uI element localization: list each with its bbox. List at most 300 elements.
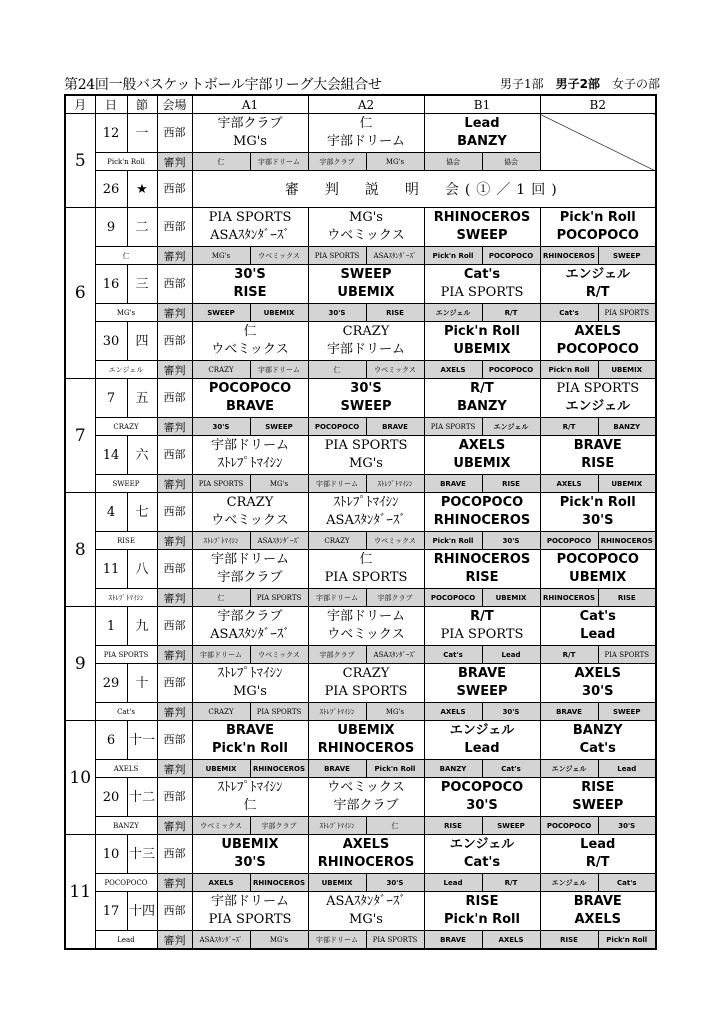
division-women: 女子の部 <box>611 77 660 91</box>
day-cell: 9 <box>95 208 127 247</box>
team-name: MG's <box>349 456 383 471</box>
month-cell: 6 <box>65 208 95 379</box>
match-cell <box>424 892 540 931</box>
match-cell <box>192 493 308 532</box>
month-cell: 9 <box>65 607 95 721</box>
team-name: Pick'n Roll <box>559 495 636 510</box>
team-name: エンジェル <box>565 267 630 282</box>
match-cell <box>424 265 540 304</box>
referee-team-cell: RISE <box>598 589 656 607</box>
referee-team-cell: ｽﾄﾚﾌﾟﾄﾏｲｼﾝ <box>308 817 366 835</box>
match-cell <box>192 436 308 475</box>
team-name: MG's <box>233 134 267 149</box>
game-row <box>65 379 656 418</box>
header-setsu: 節 <box>127 95 157 114</box>
referee-team-cell: CRAZY <box>192 361 250 379</box>
match-cell <box>308 322 424 361</box>
referee-team-cell: 宇部クラブ <box>366 589 424 607</box>
team-name: AXELS <box>342 837 390 852</box>
team-name: MG's <box>349 912 383 927</box>
referee-team-cell: Pick'n Roll <box>366 760 424 778</box>
match-cell <box>424 607 540 646</box>
team-name: SWEEP <box>456 684 508 699</box>
referee-row <box>65 874 656 892</box>
referee-team-cell: ASAｽﾀﾝﾀﾞｰｽﾞ <box>250 532 308 550</box>
team-name: BRAVE <box>573 438 622 453</box>
team-name: エンジェル <box>449 837 515 852</box>
team-name: 仁 <box>243 798 257 813</box>
team-name: UBEMIX <box>453 456 511 471</box>
referee-team-cell: Lead <box>424 874 482 892</box>
team-name: 宇部ドリーム <box>210 438 289 453</box>
page-title: 第24回一般バスケットボール宇部リーグ大会組合せ <box>64 77 382 93</box>
referee-team-cell: PIA SPORTS <box>250 589 308 607</box>
team-name: BRAVE <box>225 723 275 738</box>
referee-row <box>65 247 656 265</box>
game-row <box>65 892 656 931</box>
referee-team-cell: AXELS <box>540 475 598 493</box>
team-name: UBEMIX <box>569 570 627 585</box>
team-name: 宇部ドリーム <box>210 894 289 909</box>
match-cell <box>308 265 424 304</box>
match-cell <box>308 550 424 589</box>
setsu-cell: 二 <box>127 208 157 247</box>
venue-cell: 西部 <box>157 379 192 418</box>
header-court-a2: A2 <box>308 95 424 114</box>
referee-team-cell: 仁 <box>308 361 366 379</box>
referee-row <box>65 532 656 550</box>
referee-label: 審判 <box>157 931 192 950</box>
team-name: エンジェル <box>565 399 630 414</box>
referee-row <box>65 475 656 493</box>
match-cell <box>192 550 308 589</box>
division-men2: 男子2部 <box>555 77 600 91</box>
team-name: Cat's <box>579 741 616 756</box>
match-cell <box>192 835 308 874</box>
match-cell <box>308 493 424 532</box>
team-name: BRAVE <box>573 894 622 909</box>
referee-briefing-notice: 審 判 説 明 会(①／1回) <box>192 171 656 208</box>
referee-row <box>65 418 656 436</box>
team-name: RISE <box>233 285 267 300</box>
referee-team-cell: 30'S <box>366 874 424 892</box>
referee-team-cell: エンジェル <box>540 760 598 778</box>
day-cell: 26 <box>95 171 127 208</box>
header-court-b1: B1 <box>424 95 540 114</box>
referee-team-cell: ウベミックス <box>366 361 424 379</box>
team-name: POCOPOCO <box>440 495 524 510</box>
team-name: 30'S <box>234 855 266 870</box>
game-row <box>65 550 656 589</box>
team-name: ASAｽﾀﾝﾀﾞｰｽﾞ <box>210 228 290 243</box>
month-cell: 7 <box>65 379 95 493</box>
match-cell <box>424 493 540 532</box>
duty-team-cell: Pick'n Roll <box>95 153 157 171</box>
day-cell: 16 <box>95 265 127 304</box>
duty-team-cell: AXELS <box>95 760 157 778</box>
referee-team-cell: ｽﾄﾚﾌﾟﾄﾏｲｼﾝ <box>192 532 250 550</box>
schedule-table <box>64 94 657 950</box>
setsu-cell: 十二 <box>127 778 157 817</box>
referee-team-cell: SWEEP <box>598 247 656 265</box>
referee-team-cell: BRAVE <box>424 931 482 950</box>
day-cell: 12 <box>95 114 127 153</box>
team-name: 宇部クラブ <box>333 798 399 813</box>
team-name: BANZY <box>457 134 507 149</box>
referee-team-cell: 宇部ドリーム <box>250 153 308 171</box>
referee-team-cell: RISE <box>424 817 482 835</box>
referee-team-cell: R/T <box>540 418 598 436</box>
header-day: 日 <box>95 95 127 114</box>
team-name: PIA SPORTS <box>208 912 292 927</box>
match-cell <box>540 550 656 589</box>
month-cell: 8 <box>65 493 95 607</box>
match-cell <box>540 265 656 304</box>
referee-team-cell: エンジェル <box>482 418 540 436</box>
venue-cell: 西部 <box>157 265 192 304</box>
match-cell <box>424 835 540 874</box>
game-row <box>65 436 656 475</box>
team-name: RHINOCEROS <box>317 741 415 756</box>
match-cell <box>424 778 540 817</box>
match-cell <box>192 892 308 931</box>
referee-label: 審判 <box>157 874 192 892</box>
venue-cell: 西部 <box>157 550 192 589</box>
referee-row <box>65 361 656 379</box>
game-row <box>65 171 656 208</box>
setsu-cell: 十四 <box>127 892 157 931</box>
referee-team-cell: R/T <box>482 304 540 322</box>
referee-team-cell: Lead <box>598 760 656 778</box>
referee-team-cell: BANZY <box>598 418 656 436</box>
referee-team-cell: 30'S <box>482 703 540 721</box>
duty-team-cell: 仁 <box>95 247 157 265</box>
team-name: 30'S <box>582 684 614 699</box>
match-cell <box>424 436 540 475</box>
team-name: Cat's <box>463 855 501 870</box>
match-cell <box>308 664 424 703</box>
team-name: CRAZY <box>226 495 274 510</box>
match-cell <box>540 664 656 703</box>
referee-team-cell: PIA SPORTS <box>424 418 482 436</box>
day-cell: 17 <box>95 892 127 931</box>
referee-team-cell: Cat's <box>598 874 656 892</box>
day-cell: 30 <box>95 322 127 361</box>
team-name: Pick'n Roll <box>212 741 288 756</box>
match-cell <box>540 721 656 760</box>
setsu-cell: 六 <box>127 436 157 475</box>
referee-team-cell: 仁 <box>192 153 250 171</box>
referee-team-cell: SWEEP <box>598 703 656 721</box>
match-cell <box>192 208 308 247</box>
referee-team-cell: RISE <box>366 304 424 322</box>
referee-team-cell: CRAZY <box>308 532 366 550</box>
referee-team-cell: 協会 <box>424 153 482 171</box>
referee-team-cell: Lead <box>482 646 540 664</box>
referee-label: 審判 <box>157 361 192 379</box>
team-name: エンジェル <box>449 723 515 738</box>
duty-team-cell: Cat's <box>95 703 157 721</box>
venue-cell: 西部 <box>157 778 192 817</box>
team-name: MG's <box>349 210 383 225</box>
match-cell <box>308 721 424 760</box>
referee-team-cell: 仁 <box>366 817 424 835</box>
referee-label: 審判 <box>157 703 192 721</box>
referee-team-cell: エンジェル <box>424 304 482 322</box>
referee-team-cell: ASAｽﾀﾝﾀﾞｰｽﾞ <box>366 247 424 265</box>
referee-row <box>65 817 656 835</box>
team-name: Lead <box>464 741 500 756</box>
team-name: ｽﾄﾚﾌﾟﾄﾏｲｼﾝ <box>217 666 283 681</box>
team-name: ASAｽﾀﾝﾀﾞｰｽﾞ <box>326 894 406 909</box>
match-cell <box>540 493 656 532</box>
referee-team-cell: 宇部クラブ <box>308 646 366 664</box>
referee-team-cell: AXELS <box>424 361 482 379</box>
referee-team-cell: CRAZY <box>192 703 250 721</box>
match-cell <box>540 436 656 475</box>
referee-team-cell: 仁 <box>192 589 250 607</box>
match-cell <box>308 379 424 418</box>
team-name: R/T <box>470 381 494 396</box>
game-row <box>65 493 656 532</box>
match-cell <box>424 114 540 153</box>
division-men1: 男子1部 <box>499 77 544 91</box>
match-cell <box>192 114 308 153</box>
referee-team-cell: UBEMIX <box>308 874 366 892</box>
referee-team-cell: Cat's <box>482 760 540 778</box>
match-cell <box>192 664 308 703</box>
setsu-cell: ★ <box>127 171 157 208</box>
team-name: RHINOCEROS <box>317 855 415 870</box>
header-venue: 会場 <box>157 95 192 114</box>
team-name: 宇部クラブ <box>217 609 283 624</box>
referee-team-cell: BRAVE <box>540 703 598 721</box>
match-cell <box>424 322 540 361</box>
team-name: PIA SPORTS <box>440 285 524 300</box>
duty-team-cell: PIA SPORTS <box>95 646 157 664</box>
day-cell: 6 <box>95 721 127 760</box>
setsu-cell: 八 <box>127 550 157 589</box>
day-cell: 29 <box>95 664 127 703</box>
team-name: Cat's <box>463 267 501 282</box>
team-name: POCOPOCO <box>556 342 639 357</box>
match-cell <box>424 379 540 418</box>
game-row <box>65 208 656 247</box>
referee-team-cell: POCOPOCO <box>482 247 540 265</box>
duty-team-cell: BANZY <box>95 817 157 835</box>
team-name: RHINOCEROS <box>433 210 531 225</box>
team-name: BANZY <box>572 723 623 738</box>
team-name: 宇部ドリーム <box>326 609 405 624</box>
team-name: R/T <box>585 855 610 870</box>
referee-team-cell: R/T <box>482 874 540 892</box>
team-name: 宇部クラブ <box>217 116 283 131</box>
referee-row <box>65 589 656 607</box>
referee-row <box>65 931 656 950</box>
setsu-cell: 十 <box>127 664 157 703</box>
team-name: UBEMIX <box>221 837 279 852</box>
referee-label: 審判 <box>157 646 192 664</box>
header-court-a1: A1 <box>192 95 308 114</box>
referee-team-cell: PIA SPORTS <box>598 646 656 664</box>
venue-cell: 西部 <box>157 322 192 361</box>
team-name: 仁 <box>359 552 373 567</box>
team-name: PIA SPORTS <box>208 210 292 225</box>
referee-team-cell: POCOPOCO <box>540 532 598 550</box>
team-name: ウベミックス <box>327 627 405 642</box>
team-name: RISE <box>581 780 615 795</box>
referee-team-cell: 30'S <box>192 418 250 436</box>
team-name: AXELS <box>574 912 622 927</box>
team-name: Lead <box>464 116 500 131</box>
match-cell <box>540 322 656 361</box>
setsu-cell: 十一 <box>127 721 157 760</box>
team-name: AXELS <box>574 666 622 681</box>
referee-team-cell: AXELS <box>424 703 482 721</box>
team-name: 30'S <box>466 798 498 813</box>
match-cell <box>424 721 540 760</box>
match-cell <box>308 892 424 931</box>
team-name: 宇部ドリーム <box>326 342 405 357</box>
referee-team-cell: 協会 <box>482 153 540 171</box>
team-name: 宇部ドリーム <box>210 552 289 567</box>
team-name: ウベミックス <box>327 780 405 795</box>
referee-label: 審判 <box>157 817 192 835</box>
game-row <box>65 721 656 760</box>
venue-cell: 西部 <box>157 114 192 153</box>
match-cell <box>192 322 308 361</box>
setsu-cell: 九 <box>127 607 157 646</box>
referee-team-cell: 宇部クラブ <box>308 153 366 171</box>
referee-team-cell: MG's <box>250 931 308 950</box>
month-cell: 11 <box>65 835 95 950</box>
team-name: PIA SPORTS <box>440 627 524 642</box>
team-name: ｽﾄﾚﾌﾟﾄﾏｲｼﾝ <box>217 456 283 471</box>
team-name: Lead <box>580 837 616 852</box>
referee-team-cell: 30'S <box>308 304 366 322</box>
team-name: 30'S <box>234 267 266 282</box>
match-cell <box>192 379 308 418</box>
match-cell <box>308 607 424 646</box>
setsu-cell: 一 <box>127 114 157 153</box>
team-name: SWEEP <box>340 267 392 282</box>
team-name: UBEMIX <box>453 342 511 357</box>
referee-team-cell: R/T <box>540 646 598 664</box>
referee-team-cell: ウベミックス <box>250 646 308 664</box>
team-name: ｽﾄﾚﾌﾟﾄﾏｲｼﾝ <box>333 495 399 510</box>
team-name: Pick'n Roll <box>444 324 520 339</box>
referee-team-cell: PIA SPORTS <box>308 247 366 265</box>
referee-label: 審判 <box>157 153 192 171</box>
team-name: PIA SPORTS <box>324 438 408 453</box>
team-name: RHINOCEROS <box>433 552 531 567</box>
match-cell <box>540 892 656 931</box>
match-cell <box>308 114 424 153</box>
referee-team-cell: RISE <box>482 475 540 493</box>
referee-team-cell: Cat's <box>424 646 482 664</box>
duty-team-cell: RISE <box>95 532 157 550</box>
match-cell <box>424 208 540 247</box>
page-header <box>64 74 660 94</box>
match-cell <box>540 778 656 817</box>
referee-team-cell: ｽﾄﾚﾌﾟﾄﾏｲｼﾝ <box>366 475 424 493</box>
venue-cell: 西部 <box>157 835 192 874</box>
game-row <box>65 778 656 817</box>
day-cell: 10 <box>95 835 127 874</box>
team-name: RISE <box>465 570 499 585</box>
duty-team-cell: エンジェル <box>95 361 157 379</box>
referee-team-cell: POCOPOCO <box>308 418 366 436</box>
referee-team-cell: BANZY <box>424 760 482 778</box>
referee-team-cell: BRAVE <box>366 418 424 436</box>
setsu-cell: 三 <box>127 265 157 304</box>
referee-team-cell: Pick'n Roll <box>424 247 482 265</box>
venue-cell: 西部 <box>157 171 192 208</box>
duty-team-cell: CRAZY <box>95 418 157 436</box>
team-name: RISE <box>465 894 499 909</box>
referee-team-cell: ウベミックス <box>366 532 424 550</box>
match-cell <box>192 607 308 646</box>
match-cell <box>424 550 540 589</box>
team-name: RISE <box>581 456 615 471</box>
match-cell <box>308 778 424 817</box>
referee-team-cell: MG's <box>250 475 308 493</box>
division-labels <box>488 75 660 92</box>
team-name: POCOPOCO <box>208 381 292 396</box>
team-name: POCOPOCO <box>556 228 639 243</box>
match-cell <box>192 778 308 817</box>
header-row <box>65 95 656 114</box>
day-cell: 7 <box>95 379 127 418</box>
referee-label: 審判 <box>157 760 192 778</box>
referee-team-cell: SWEEP <box>250 418 308 436</box>
venue-cell: 西部 <box>157 208 192 247</box>
referee-team-cell: BRAVE <box>308 760 366 778</box>
team-name: 宇部ドリーム <box>326 134 405 149</box>
game-row <box>65 664 656 703</box>
referee-team-cell: ウベミックス <box>192 817 250 835</box>
day-cell: 1 <box>95 607 127 646</box>
team-name: Pick'n Roll <box>444 912 520 927</box>
match-cell <box>308 208 424 247</box>
team-name: ASAｽﾀﾝﾀﾞｰｽﾞ <box>210 627 290 642</box>
team-name: ASAｽﾀﾝﾀﾞｰｽﾞ <box>326 513 406 528</box>
venue-cell: 西部 <box>157 892 192 931</box>
referee-team-cell: POCOPOCO <box>424 589 482 607</box>
referee-team-cell: 宇部ドリーム <box>308 589 366 607</box>
referee-row <box>65 646 656 664</box>
team-name: CRAZY <box>342 666 390 681</box>
referee-team-cell: MG's <box>366 703 424 721</box>
venue-cell: 西部 <box>157 436 192 475</box>
referee-row <box>65 304 656 322</box>
team-name: BRAVE <box>225 399 275 414</box>
referee-team-cell: Pick'n Roll <box>598 931 656 950</box>
referee-team-cell: PIA SPORTS <box>250 703 308 721</box>
team-name: ウベミックス <box>327 228 405 243</box>
team-name: CRAZY <box>342 324 390 339</box>
game-row <box>65 607 656 646</box>
referee-team-cell: AXELS <box>192 874 250 892</box>
team-name: Lead <box>580 627 616 642</box>
team-name: POCOPOCO <box>556 552 639 567</box>
referee-label: 審判 <box>157 247 192 265</box>
referee-team-cell: Cat's <box>540 304 598 322</box>
referee-team-cell: POCOPOCO <box>540 817 598 835</box>
setsu-cell: 十三 <box>127 835 157 874</box>
header-month: 月 <box>65 95 95 114</box>
team-name: 宇部クラブ <box>217 570 283 585</box>
